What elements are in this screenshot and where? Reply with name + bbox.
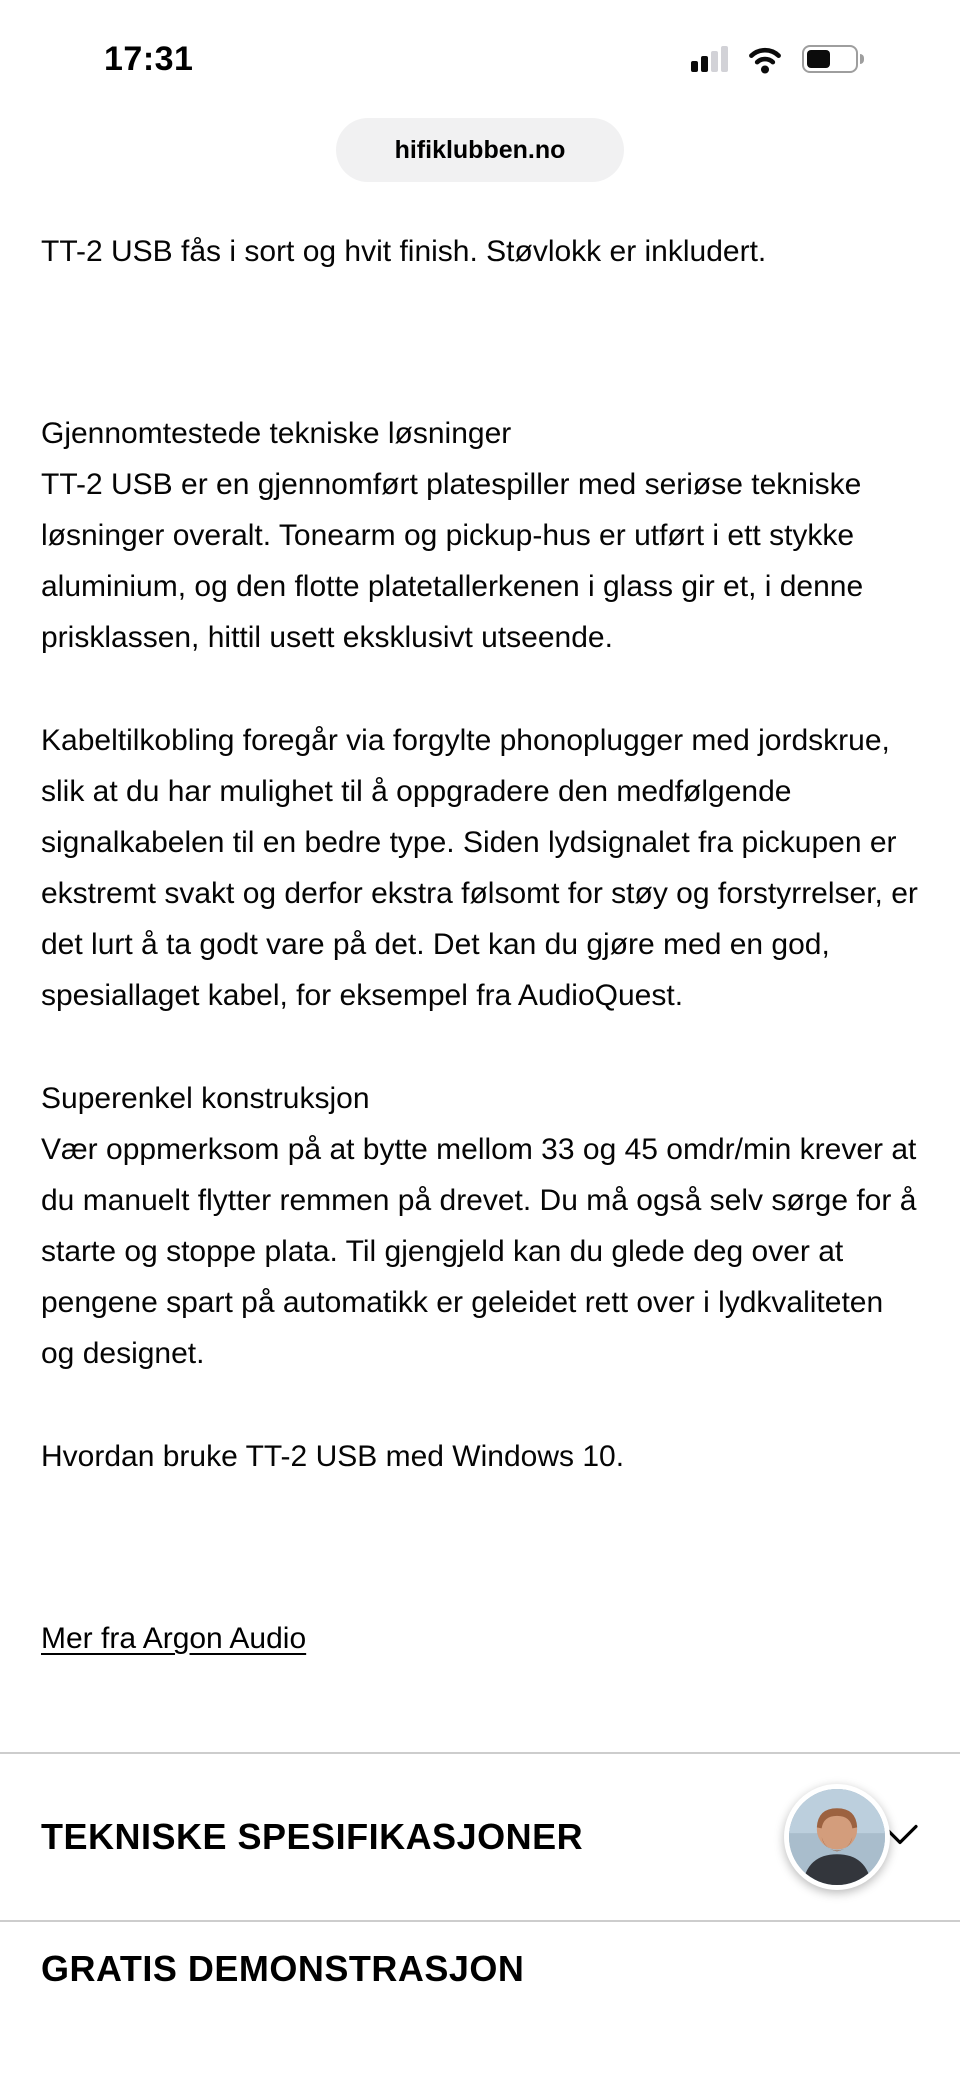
signal-bar: [711, 51, 718, 72]
article-paragraph: TT-2 USB er en gjennomført platespiller med seriøse tekniske løsninger overalt. Tonearm og pickup-hus er utført i ett stykke aluminium, og den flotte platetallerkenen i glass gir et, i denne prisklassen, hittil usett eksklusivt utseende.: [41, 468, 864, 654]
status-bar: [0, 0, 960, 104]
more-from-argon-link[interactable]: Mer fra Argon Audio: [41, 1622, 307, 1655]
battery-nub: [860, 54, 864, 64]
url-text: hifiklubben.no: [394, 135, 566, 164]
article-body: [0, 182, 960, 1752]
article-paragraph: Kabeltilkobling foregår via forgylte phonoplugger med jordskrue, slik at du har mulighet til å oppgradere den medfølgende signalkabelen til en bedre type. Siden lydsignalet fra pickupen er ekstremt svakt og derfor ekstra følsomt for støy og forstyrrelser, er det lurt å ta godt vare på det. Det kan du gjøre med en god, spesiallaget kabel, for eksempel fra AudioQuest.: [41, 724, 918, 1012]
article-paragraph: Hvordan bruke TT-2 USB med Windows 10.: [41, 1440, 625, 1473]
status-icons: [691, 43, 864, 75]
url-bar-row: [0, 118, 960, 182]
accordion-label: TEKNISKE SPESIFIKASJONER: [41, 1816, 584, 1857]
accordion-item-gratis-demonstrasjon[interactable]: [0, 1920, 960, 2078]
accordion: [0, 1752, 960, 2078]
accordion-label: GRATIS DEMONSTRASJON: [41, 1948, 525, 1989]
article-blocks: [41, 226, 919, 1482]
wifi-icon: [744, 43, 786, 75]
status-time: 17:31: [104, 39, 194, 78]
cellular-signal-icon: [691, 46, 728, 72]
signal-bar: [701, 56, 708, 72]
battery-icon: [802, 45, 864, 73]
battery-fill: [807, 50, 830, 68]
article-paragraph: TT-2 USB fås i sort og hvit finish. Støvlokk er inkludert.: [41, 235, 767, 268]
url-bar[interactable]: [336, 118, 624, 182]
article-subheading: Gjennomtestede tekniske løsninger: [41, 417, 512, 450]
signal-bar: [691, 61, 698, 72]
support-chat-avatar[interactable]: [784, 1784, 890, 1890]
article-subheading: Superenkel konstruksjon: [41, 1082, 370, 1115]
accordion-item-tekniske-spesifikasjoner[interactable]: [0, 1752, 960, 1920]
article-paragraph: Vær oppmerksom på at bytte mellom 33 og 45 omdr/min krever at du manuelt flytter remmen på drevet. Du må også selv sørge for å starte og stoppe plata. Til gjengjeld kan du glede deg over at pengene spart på automatikk er geleidet rett over i lydkvaliteten og designet.: [41, 1133, 917, 1370]
signal-bar: [721, 46, 728, 72]
